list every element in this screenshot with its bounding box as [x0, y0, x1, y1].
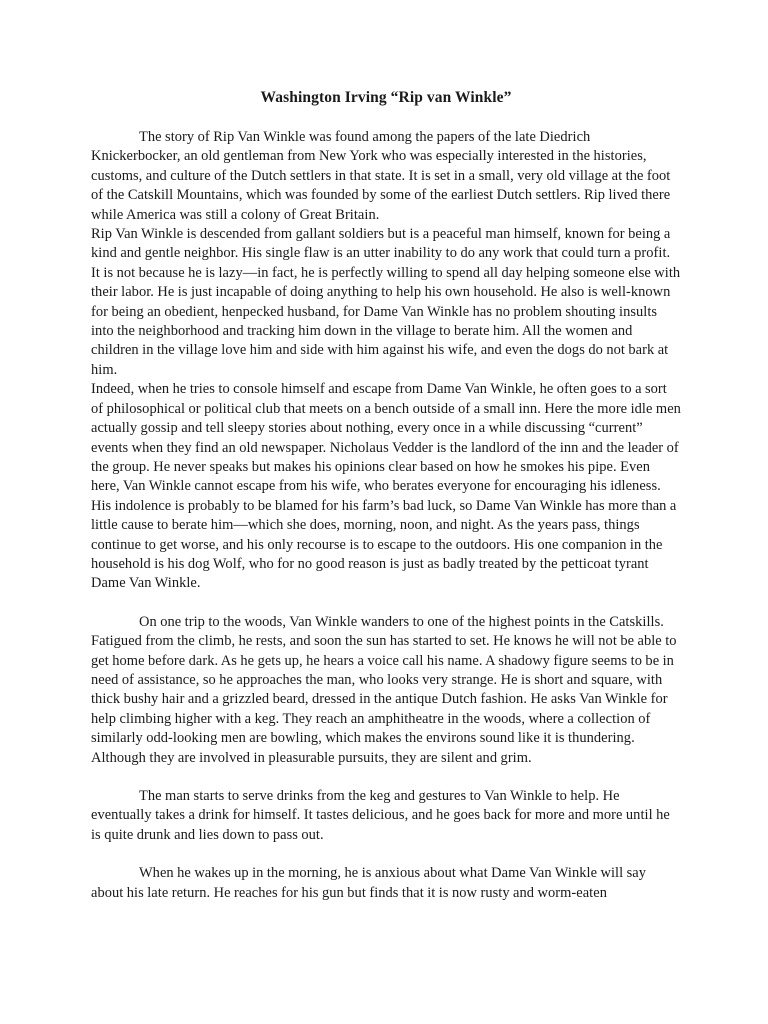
paragraph-7: When he wakes up in the morning, he is anxious about what Dame Van Winkle will say about his late return. He reaches for his gun but finds that it is now rusty and worm-eaten	[91, 865, 646, 901]
paragraph-1: The story of Rip Van Winkle was found among the papers of the late Diedrich Knickerbocker, an old gentleman from New York who was especially interested in the histories, customs, and culture of the Dutch settlers in that state. It is set in a small, very old village at the foot of the Catskill Mountains, which was founded by some of the earliest Dutch settlers. Rip lived there while America was still a colony of Great Britain.	[91, 129, 671, 223]
paragraph-4: His indolence is probably to be blamed for his farm’s bad luck, so Dame Van Winkle has more than a little cause to berate him—which she does, morning, noon, and night. As the years pass, things continue to get worse, and his only recourse is to escape to the outdoors. His one companion in the household is his dog Wolf, who for no good reason is just as badly treated by the petticoat tyrant Dame Van Winkle.	[91, 497, 677, 592]
paragraph-2: Rip Van Winkle is descended from gallant soldiers but is a peaceful man himself, known for being a kind and gentle neighbor. His single flaw is an utter inability to do any work that could turn a profit. It is not because he is lazy—in fact, he is perfectly willing to spend all day helping someone else with their labor. He is just incapable of doing anything to help his own household. He also is well-known for being an obedient, henpecked husband, for Dame Van Winkle has no problem shouting insults into the neighborhood and tracking him down in the village to berate him. All the women and children in the village love him and side with him against his wife, and even the dogs do not bark at him.	[91, 226, 681, 378]
paragraph-6: The man starts to serve drinks from the keg and gestures to Van Winkle to help. He eventually takes a drink for himself. It tastes delicious, and he goes back for more and more until he is quite drunk and lies down to pass out.	[91, 788, 670, 843]
document-page	[91, 88, 681, 903]
paragraph-3: Indeed, when he tries to console himself and escape from Dame Van Winkle, he often goes to a sort of philosophical or political club that meets on a bench outside of a small inn. Here the more idle men actually gossip and tell sleepy stories about nothing, every once in a while discussing “current” events when they find an old newspaper. Nicholaus Vedder is the landlord of the inn and the leader of the group. He never speaks but makes his opinions clear based on how he smokes his pipe. Even here, Van Winkle cannot escape from his wife, who berates everyone for encouraging his idleness.	[91, 381, 681, 495]
document-title: Washington Irving “Rip van Winkle”	[260, 89, 512, 106]
paragraph-5: On one trip to the woods, Van Winkle wanders to one of the highest points in the Catskills. Fatigued from the climb, he rests, and soon the sun has started to set. He knows he will not be able to get home before dark. As he gets up, he hears a voice call his name. A shadowy figure seems to be in need of assistance, so he approaches the man, who looks very strange. He is short and square, with thick bushy hair and a grizzled beard, dressed in the antique Dutch fashion. He asks Van Winkle for help climbing higher with a keg. They reach an amphitheatre in the woods, where a collection of similarly odd-looking men are bowling, which makes the environs sound like it is thundering. Although they are involved in pleasurable pursuits, they are silent and grim.	[91, 613, 677, 766]
